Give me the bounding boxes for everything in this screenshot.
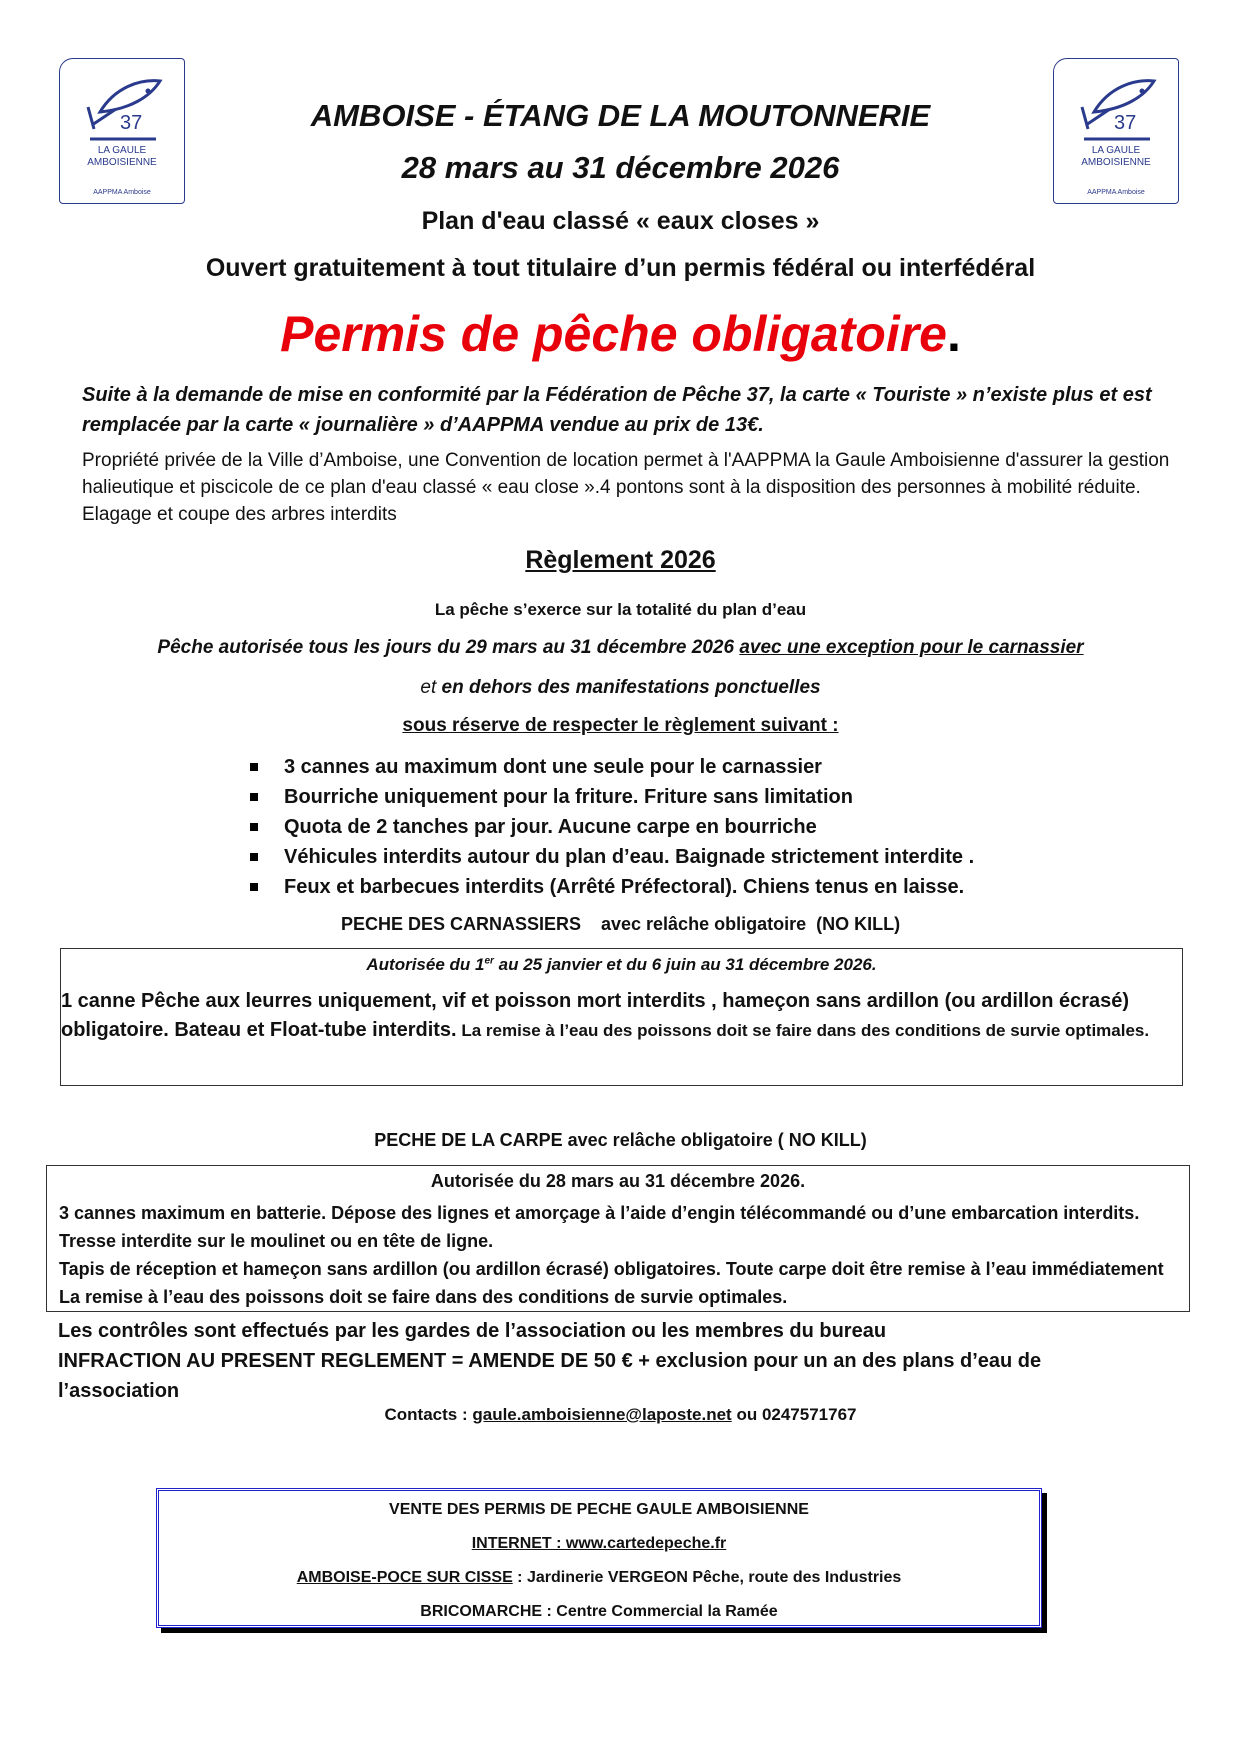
bullet-icon: [250, 883, 258, 891]
svg-text:37: 37: [1114, 112, 1137, 134]
page-title: AMBOISE - ÉTANG DE LA MOUTONNERIE: [310, 98, 931, 133]
carpe-authorized-period: Autorisée du 28 mars au 31 décembre 2026.: [430, 1171, 806, 1191]
logo-tagline: AAPPMA Amboise: [93, 189, 151, 196]
bullet-icon: [250, 763, 258, 771]
list-item: Quota de 2 tanches par jour. Aucune carpe en bourriche: [250, 812, 1150, 842]
logo-tagline: AAPPMA Amboise: [1087, 189, 1145, 196]
email-link[interactable]: gaule.amboisienne@laposte.net: [472, 1405, 732, 1424]
permit-required-banner: Permis de pêche obligatoire.: [280, 306, 961, 362]
carnassier-rules: 1 canne Pêche aux leurres uniquement, vif et poisson mort interdits , hameçon sans ardillon (ou ardillon écrasé) obligatoire. Bateau et Float-tube interdits. La remise à l’eau des poissons doit se faire dans des conditions de survie optimales.: [61, 990, 1150, 1041]
bullet-icon: [250, 823, 258, 831]
sales-internet-link[interactable]: INTERNET : www.cartedepeche.fr: [471, 1535, 727, 1552]
contacts: Contacts : gaule.amboisienne@laposte.net ou 0247571767: [384, 1405, 857, 1424]
sales-title: VENTE DES PERMIS DE PECHE GAULE AMBOISIENNE: [389, 1501, 809, 1518]
access-condition: Ouvert gratuitement à tout titulaire d’un permis fédéral ou interfédéral: [205, 254, 1036, 282]
season-dates: 28 mars au 31 décembre 2026: [401, 150, 840, 185]
carnassier-box: [60, 948, 1183, 1086]
regulation-title: Règlement 2026: [525, 546, 716, 574]
carpe-heading: PECHE DE LA CARPE avec relâche obligatoire ( NO KILL): [374, 1130, 867, 1150]
permit-sales-box: [156, 1488, 1042, 1628]
bullet-icon: [250, 853, 258, 861]
regulation-condition: sous réserve de respecter le règlement suivant :: [402, 715, 839, 736]
rules-list: [250, 752, 1150, 902]
svg-text:37: 37: [120, 112, 143, 134]
regulation-schedule: Pêche autorisée tous les jours du 29 mars au 31 décembre 2026 avec une exception pour le carnassier: [157, 637, 1084, 658]
bullet-icon: [250, 793, 258, 801]
phone-number: 0247571767: [761, 1405, 857, 1424]
sales-shop-vergeon: AMBOISE-POCE SUR CISSE : Jardinerie VERGEON Pêche, route des Industries: [296, 1569, 902, 1586]
carpe-rules: 3 cannes maximum en batterie. Dépose des lignes et amorçage à l’aide d’engin télécommandé ou d’une embarcation interdits. Tresse interdite sur le moulinet ou en tête de ligne. Tapis de réception et hameçon sans ardillon (ou ardillon écrasé) obligatoires. Toute carpe doit être remise à l’eau immédiatement La remise à l’eau des poissons doit se faire dans des conditions de survie optimales.: [59, 1203, 1164, 1307]
regulation-scope: La pêche s’exerce sur la totalité du plan d’eau: [434, 600, 807, 619]
carnassier-authorized-period: Autorisée du 1er au 25 janvier et du 6 juin au 31 décembre 2026.: [366, 955, 877, 974]
carnassier-heading: PECHE DES CARNASSIERS avec relâche obligatoire (NO KILL): [340, 914, 901, 934]
controls-notice: Les contrôles sont effectués par les gardes de l’association ou les membres du bureau INFRACTION AU PRESENT REGLEMENT = AMENDE DE 50 € + exclusion pour un an des plans d’eau de l’association: [58, 1320, 1042, 1402]
list-item: Bourriche uniquement pour la friture. Friture sans limitation: [250, 782, 1150, 812]
logo-org-name: LA GAULE AMBOISIENNE: [87, 145, 157, 168]
list-item: Véhicules interdits autour du plan d’eau. Baignade strictement interdite .: [250, 842, 1150, 872]
logo-org-name: LA GAULE AMBOISIENNE: [1081, 145, 1151, 168]
list-item: Feux et barbecues interdits (Arrêté Préfectoral). Chiens tenus en laisse.: [250, 872, 1150, 902]
list-item: 3 cannes au maximum dont une seule pour le carnassier: [250, 752, 1150, 782]
regulation-events: et en dehors des manifestations ponctuelles: [420, 677, 821, 698]
carpe-box: [46, 1165, 1190, 1312]
property-description: Propriété privée de la Ville d’Amboise, une Convention de location permet à l'AAPPMA la Gaule Amboisienne d'assurer la gestion halieutique et piscicole de ce plan d'eau classé « eau close ».4 pontons sont à la disposition des personnes à mobilité réduite. Elagage et coupe des arbres interdits: [82, 450, 1170, 525]
sales-shop-bricomarche: BRICOMARCHE : Centre Commercial la Ramée: [420, 1603, 778, 1620]
water-classification: Plan d'eau classé « eaux closes »: [421, 207, 820, 235]
card-notice: Suite à la demande de mise en conformité par la Fédération de Pêche 37, la carte « Touriste » n’existe plus et est remplacée par la carte « journalière » d’AAPPMA vendue au prix de 13€.: [82, 384, 1152, 436]
